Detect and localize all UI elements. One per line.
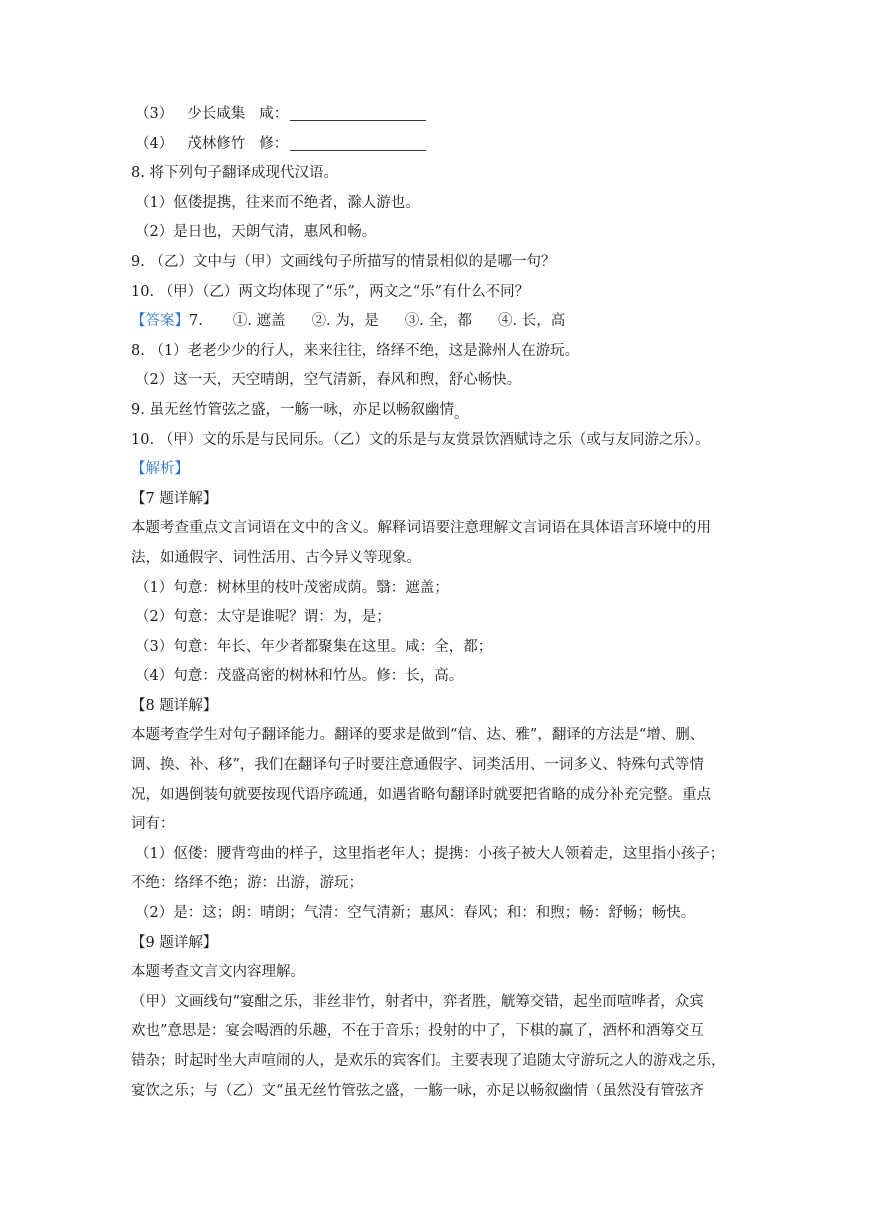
- item-word: 修：: [259, 135, 289, 152]
- q7-detail-heading: 【7 题详解】: [131, 490, 218, 507]
- paragraph-line: 本题考查学生对句子翻译能力。翻译的要求是做到“信、达、雅”，翻译的方法是“增、删、: [131, 727, 705, 744]
- answer-q8-1: 8. （1）老老少少的行人，来来往往，络绎不绝，这是滁州人在游玩。: [131, 342, 580, 359]
- q10-stem: 10. （甲）（乙）两文均体现了“乐”，两文之“乐”有什么不同？: [131, 283, 530, 300]
- q8-stem: 8. 将下列句子翻译成现代汉语。: [131, 165, 338, 182]
- paragraph-line: 词有：: [131, 816, 175, 833]
- answer-option: ③. 全，都: [404, 313, 472, 330]
- q9-stem: 9. （乙）文中与（甲）文画线句子所描写的情景相似的是哪一句？: [131, 253, 556, 270]
- q8-sentence-1: （1）伛偻提携，往来而不绝者，滁人游也。: [135, 194, 420, 211]
- paragraph-line: 本题考查重点文言词语在文中的含义。解释词语要注意理解文言词语在具体语言环境中的用: [131, 520, 711, 537]
- answer-blank: [290, 136, 426, 151]
- item-phrase: 茂林修竹: [187, 135, 246, 152]
- paragraph-line: 宴饮之乐；与（乙）文“虽无丝竹管弦之盛，一觞一咏，亦足以畅叙幽情（虽然没有管弦齐: [131, 1082, 704, 1099]
- q8-sentence-2: （2）是日也，天朗气清，惠风和畅。: [135, 224, 377, 241]
- paragraph-line: （4）句意：茂盛高密的树林和竹丛。修：长，高。: [135, 668, 464, 685]
- answer-tag: 【答案】: [131, 313, 189, 330]
- paragraph-line: （甲）文画线句“宴酣之乐，非丝非竹，射者中，弈者胜，觥筹交错，起坐而喧哗者，众宾: [131, 993, 704, 1010]
- analysis-tag: 【解析】: [131, 461, 189, 478]
- paragraph-line: （2）句意：太守是谁呢？谓：为，是；: [135, 609, 391, 626]
- q8-detail-heading: 【8 题详解】: [131, 697, 218, 714]
- q9-detail-heading: 【9 题详解】: [131, 934, 218, 951]
- item-number: （3）: [135, 106, 174, 122]
- answer-q7: [131, 307, 751, 337]
- paragraph-line: （1）句意：树林里的枝叶茂密成荫。翳：遮盖；: [135, 579, 449, 596]
- item-phrase: 少长咸集: [187, 106, 246, 122]
- document-page: [131, 100, 751, 1106]
- q7-item-4: [131, 130, 751, 160]
- answer-option: ①. 遮盖: [232, 313, 286, 330]
- answer-q9-end: 。: [453, 405, 469, 422]
- answer-q9-text: 9. 虽无丝竹管弦之盛，一觞一咏，亦足以畅叙幽情: [131, 401, 454, 418]
- paragraph-line: 况，如遇倒装句就要按现代语序疏通，如遇省略句翻译时就要把省略的成分补充完整。重点: [131, 786, 711, 803]
- paragraph-line: （3）句意：年长、年少者都聚集在这里。咸：全，都；: [135, 638, 493, 655]
- answer-option: ②. 为，是: [311, 313, 379, 330]
- answer-option: ④. 长，高: [498, 313, 566, 330]
- paragraph-line: 法，如通假字、词性活用、古今异义等现象。: [131, 549, 421, 566]
- paragraph-line: 本题考查文言文内容理解。: [131, 964, 305, 981]
- paragraph-line: 不绝：络绎不绝；游：出游，游玩；: [131, 875, 363, 892]
- paragraph-line: （1）伛偻：腰背弯曲的样子，这里指老年人；提携：小孩子被大人领着走，这里指小孩子；: [135, 845, 725, 862]
- item-word: 咸：: [259, 106, 289, 122]
- item-number: （4）: [135, 135, 174, 152]
- paragraph-line: 调、换、补、移”，我们在翻译句子时要注意通假字、词类活用、一词多义、特殊句式等情: [131, 757, 704, 774]
- answer-q9: [131, 396, 751, 426]
- paragraph-line: 欢也”意思是：宴会喝酒的乐趣，不在于音乐；投射的中了，下棋的赢了，酒杯和酒筹交互: [131, 1023, 704, 1040]
- answer-q10: 10. （甲）文的乐是与民同乐。（乙）文的乐是与友赏景饮酒赋诗之乐（或与友同游之乐）。: [131, 431, 710, 448]
- paragraph-line: （2）是：这；朗：晴朗；气清：空气清新；惠风：春风；和：和煦；畅：舒畅；畅快。: [135, 905, 696, 922]
- paragraph-line: 错杂；时起时坐大声喧闹的人，是欢乐的宾客们。主要表现了追随太守游玩之人的游戏之乐，: [131, 1053, 726, 1069]
- answer-q7-number: 7.: [189, 313, 203, 330]
- q7-item-3: [131, 100, 751, 130]
- answer-q8-2: （2）这一天，天空晴朗，空气清新，春风和煦，舒心畅快。: [135, 372, 522, 389]
- answer-blank: [290, 106, 426, 121]
